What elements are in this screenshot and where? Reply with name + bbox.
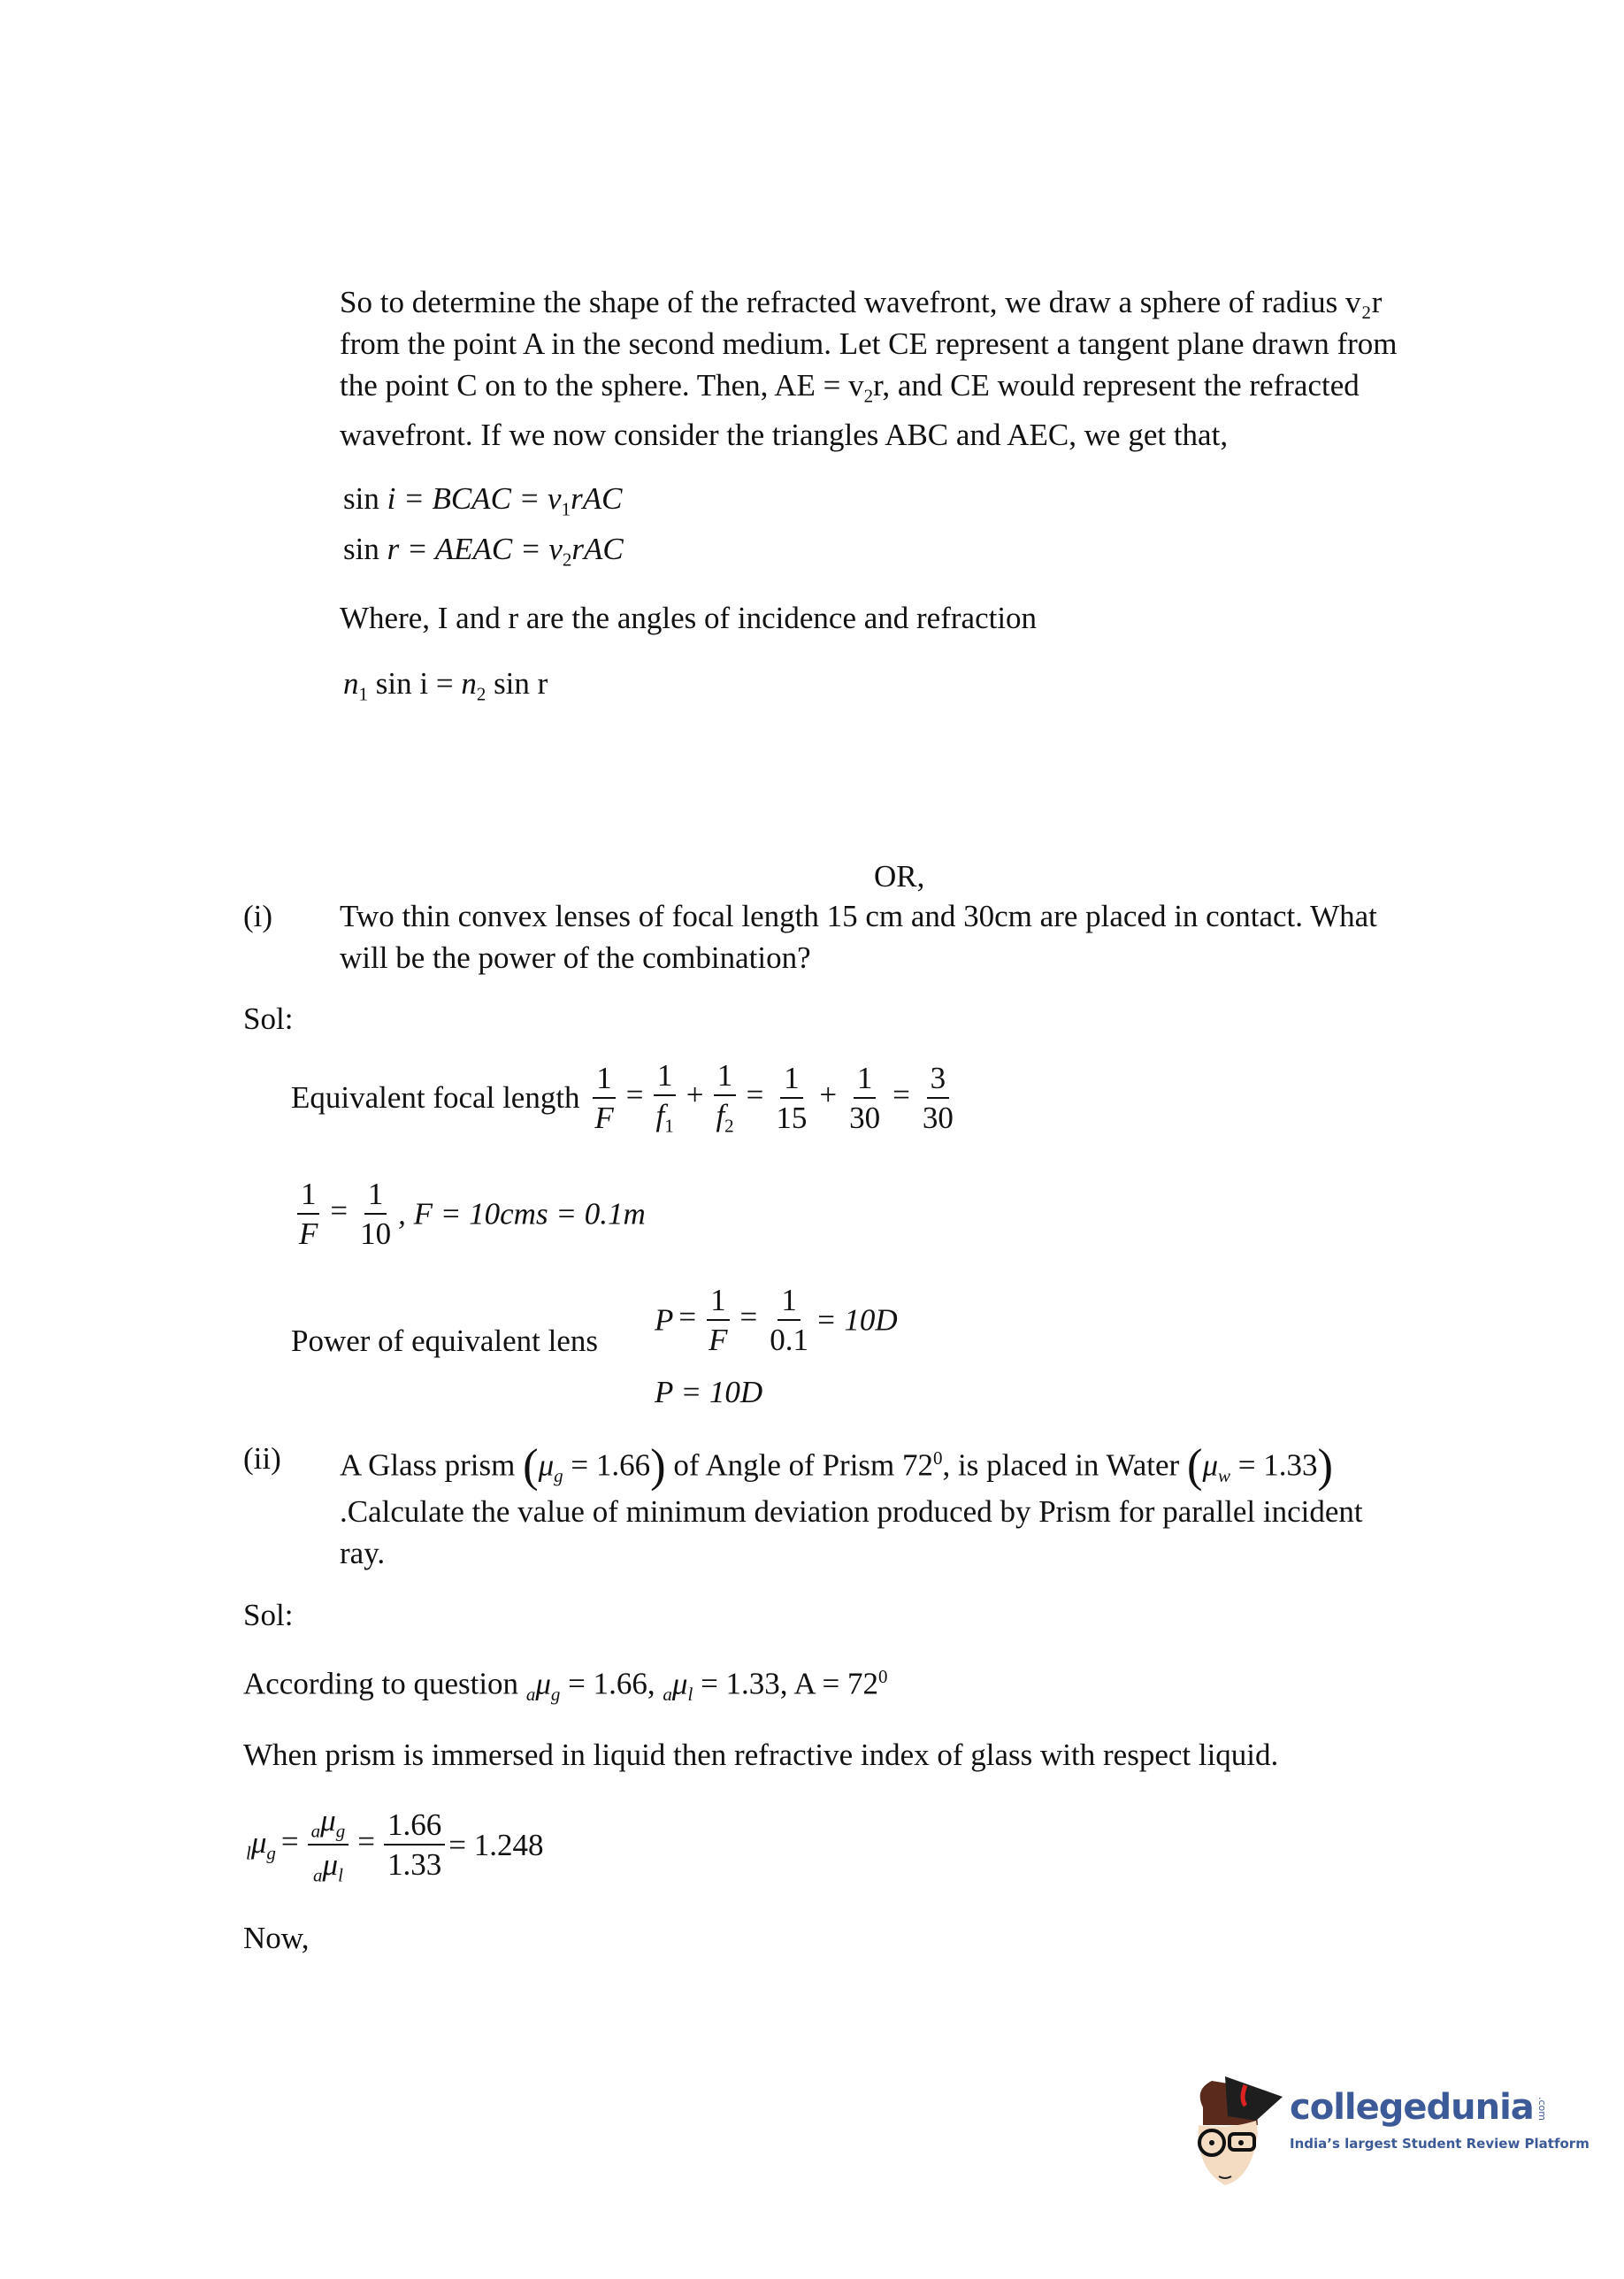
collegedunia-logo bbox=[1185, 2072, 1619, 2205]
para-line-4: wavefront. If we now consider the triangles ABC and AEC, we get that, bbox=[340, 418, 1229, 452]
eq-text: = BCAC = v bbox=[403, 481, 562, 516]
fraction: $\frac{1}{F}$ bbox=[295, 1178, 321, 1249]
eq-text: sin i = bbox=[368, 666, 462, 701]
now-label: Now, bbox=[243, 1921, 310, 1955]
fraction: $\frac{1}{15}$ bbox=[776, 1060, 808, 1135]
eq-text: rAC bbox=[571, 532, 624, 566]
equation-sin-r bbox=[343, 533, 624, 569]
question-ii-line-1: A Glass prism $(\mu_g = 1.66)$ of Angle of Prism $72^0$, is placed in Water $(\mu_w = 1.33)$ bbox=[340, 1440, 1334, 1492]
when-line: When prism is immersed in liquid then refractive index of glass with respect liquid. bbox=[243, 1738, 1279, 1772]
question-ii-line-3: ray. bbox=[340, 1536, 386, 1570]
question-i-line-1: Two thin convex lenses of focal length 15 cm and 30cm are placed in contact. What bbox=[340, 899, 1377, 933]
according-line: According to question $_a\mu_g = 1.66$, $_a\mu_l = 1.33$, $A = 72^0$ bbox=[243, 1666, 888, 1705]
equation-sin-i bbox=[343, 483, 622, 518]
brand-dotcom: .com bbox=[1536, 2097, 1548, 2121]
power-final: P = 10D bbox=[655, 1375, 763, 1409]
para-line-1: So to determine the shape of the refracted wavefront, we draw a sphere of radius v₂r bbox=[340, 285, 1383, 319]
fraction: $\frac{_a\mu_g}{_a\mu_l}$ bbox=[308, 1805, 349, 1885]
subscript: 1 bbox=[561, 498, 571, 520]
question-i-line-2: will be the power of the combination? bbox=[340, 940, 811, 975]
para-line-3 bbox=[340, 370, 1360, 405]
sol-label-1: Sol: bbox=[243, 1001, 294, 1036]
eq-var: r bbox=[387, 532, 400, 566]
focal-result: $\frac{1}{F}$ = $\frac{1}{10}$ , F = 10cms = 0.1m bbox=[292, 1178, 646, 1249]
question-i-number: (i) bbox=[243, 899, 273, 933]
eq-text: = AEAC = v bbox=[406, 532, 563, 566]
fraction: $\frac{1}{F}$ bbox=[705, 1285, 731, 1355]
eq-text: sin bbox=[343, 532, 379, 566]
power-label: Power of equivalent lens bbox=[291, 1324, 598, 1358]
eq-text: sin r bbox=[486, 666, 548, 701]
question-ii-line-2: .Calculate the value of minimum deviation produced by Prism for parallel incident bbox=[340, 1494, 1363, 1529]
eq-var: n bbox=[343, 666, 359, 701]
mascot-icon bbox=[1185, 2072, 1287, 2205]
eq-label: Equivalent focal length bbox=[291, 1080, 580, 1116]
snell-law bbox=[343, 668, 548, 703]
fraction: $\frac{1}{30}$ bbox=[849, 1060, 881, 1135]
fraction: $\frac{1}{f_2}$ bbox=[712, 1060, 737, 1135]
subscript: 1 bbox=[358, 683, 368, 705]
eq-var: n bbox=[461, 666, 477, 701]
brand-name: collegedunia bbox=[1290, 2087, 1534, 2128]
brand-row bbox=[1290, 2088, 1590, 2127]
sol-label-2: Sol: bbox=[243, 1598, 294, 1632]
eq-text: sin bbox=[343, 481, 379, 516]
fraction: $\frac{1}{10}$ bbox=[360, 1177, 392, 1251]
logo-text bbox=[1290, 2088, 1590, 2152]
eq-text: rAC bbox=[571, 481, 623, 516]
fraction: $\frac{1}{0.1}$ bbox=[770, 1283, 809, 1357]
para-line-2: from the point A in the second medium. Let CE represent a tangent plane drawn from bbox=[340, 326, 1398, 361]
brand-tagline: India’s largest Student Review Platform bbox=[1290, 2136, 1590, 2152]
fraction: $\frac{1}{F}$ bbox=[591, 1063, 617, 1133]
or-label: OR, bbox=[874, 859, 925, 894]
where-line: Where, I and r are the angles of incidence and refraction bbox=[340, 601, 1038, 635]
question-ii-number: (ii) bbox=[243, 1441, 281, 1476]
power-equation: P = $\frac{1}{F}$ = $\frac{1}{0.1}$ = 10D bbox=[655, 1283, 898, 1357]
subscript: 2 bbox=[476, 683, 486, 705]
relative-index-equation: $_l\mu_g$ = $\frac{_a\mu_g}{_a\mu_l}$ = $\frac{1.66}{1.33}$ = 1.248 bbox=[246, 1803, 544, 1886]
subscript: 2 bbox=[562, 549, 572, 571]
fraction: $\frac{1}{f_1}$ bbox=[652, 1060, 677, 1135]
fraction: $\frac{3}{30}$ bbox=[922, 1060, 954, 1135]
para-text: the point C on to the sphere. Then, AE = v bbox=[340, 368, 864, 403]
subscript: 2 bbox=[863, 385, 874, 407]
equivalent-focal-length: Equivalent focal length $\frac{1}{F}$ = $\frac{1}{f_1}$ + $\frac{1}{f_2}$ = $\frac{1}{15}$ + $\frac{1}{30}$ = $\frac{3}{30}$ bbox=[291, 1060, 961, 1135]
eq-var: i bbox=[387, 481, 396, 516]
fraction: $\frac{1.66}{1.33}$ bbox=[384, 1809, 445, 1880]
eq-text: , F = 10cms = 0.1m bbox=[398, 1196, 646, 1232]
para-text: r, and CE would represent the refracted bbox=[873, 368, 1360, 403]
